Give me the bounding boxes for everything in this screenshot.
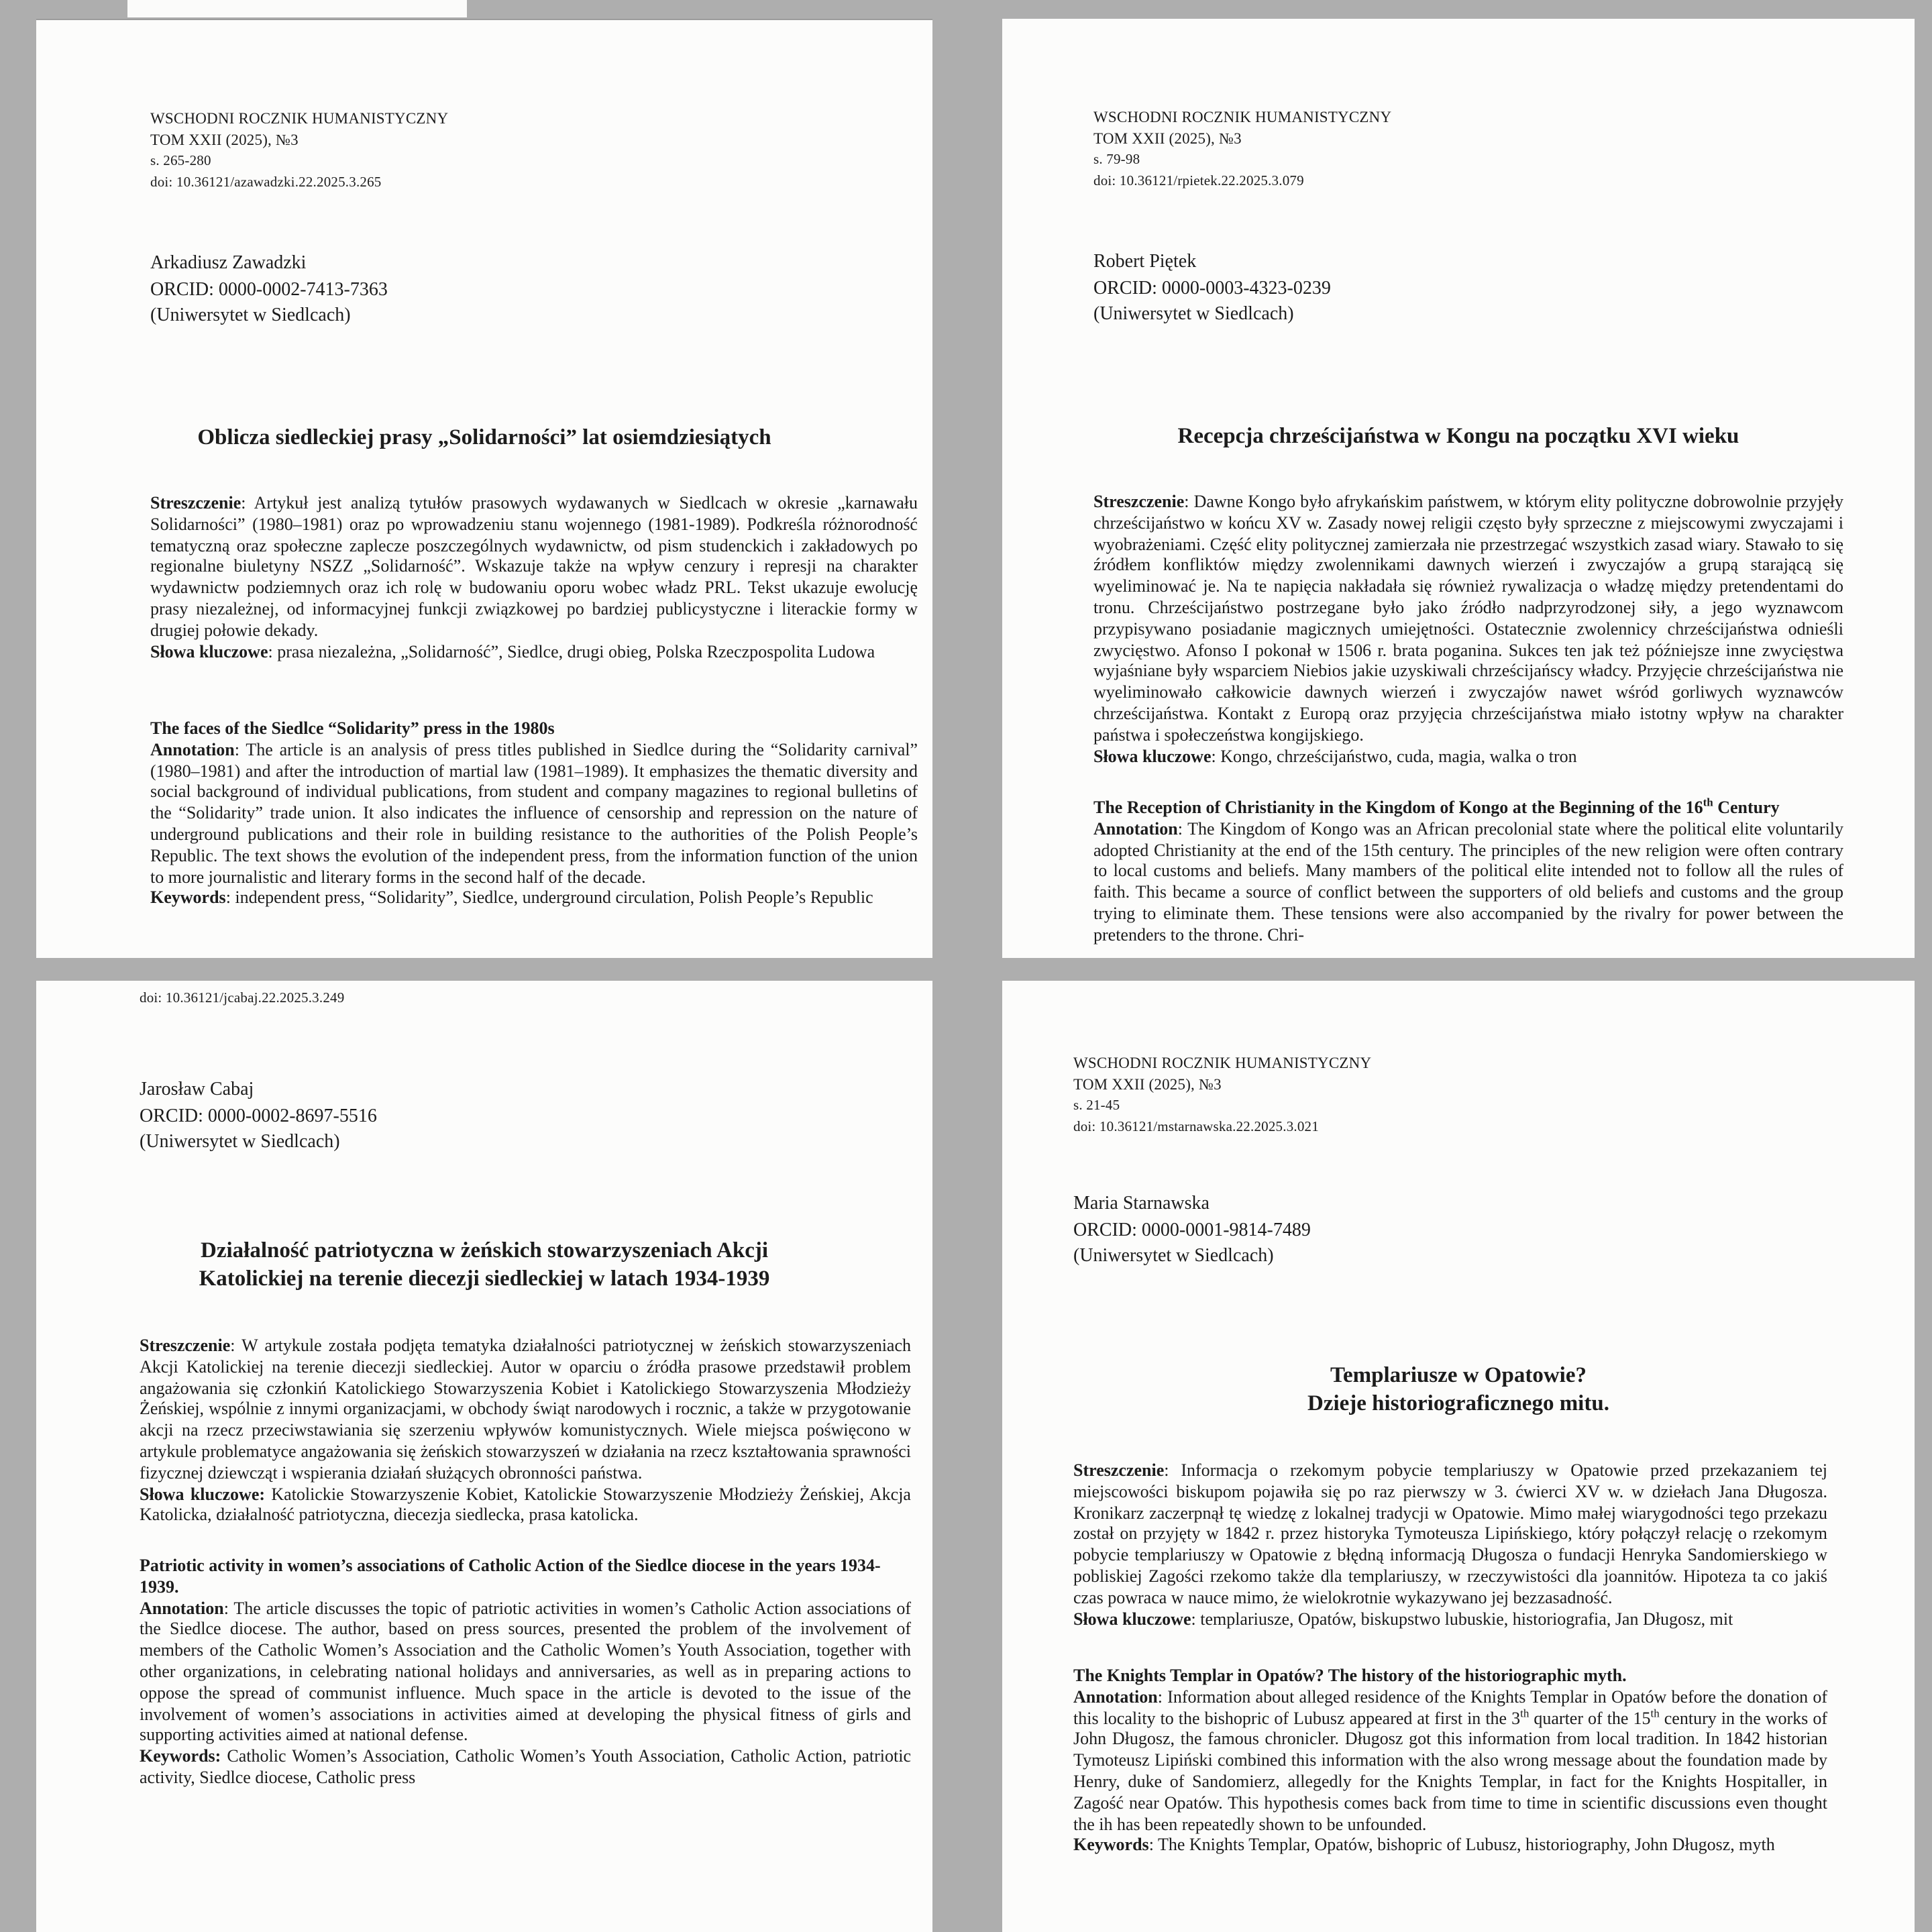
keywords-pl-text: Katolickie Stowarzyszenie Kobiet, Katolickie Stowarzyszenie Młodzieży Żeńskiej, Akcja Katolicka, działalność patriotyczna, diecezja siedlecka, prasa katolicka. <box>140 1483 911 1525</box>
keywords-pl-text: : prasa niezależna, „Solidarność”, Siedlce, drugi obieg, Polska Rzeczpospolita Ludowa <box>268 641 875 661</box>
article-title-line2: Dzieje historiograficznego mitu. <box>1307 1390 1609 1415</box>
author-block <box>140 1077 377 1156</box>
author-name: Jarosław Cabaj <box>140 1080 254 1100</box>
keywords-pl-paragraph <box>150 641 918 662</box>
keywords-en-label: Keywords <box>1073 1834 1149 1855</box>
annotation-superscript: th <box>1520 1705 1529 1719</box>
keywords-pl-label: Słowa kluczowe <box>150 641 268 661</box>
author-orcid: ORCID: 0000-0002-8697-5516 <box>140 1106 377 1126</box>
author-orcid: ORCID: 0000-0002-7413-7363 <box>150 280 388 300</box>
annotation-label: Annotation <box>150 739 235 759</box>
abstract-pl-block <box>1093 491 1843 767</box>
annotation-text: : The article is an analysis of press titles published in Siedlce during the “Solidarity carnival” (1980–1981) and after the introduction of martial law (1981–1989). It emphasizes the thematic diversity and social background of individual publications, from student and company magazines to regional bulletins of the “Solidarity” trade union. It also indicates the influence of censorship and repression on the nature of underground publications and their role in building resistance to the authorities of the Polish People’s Republic. The text shows the evolution of the independent press, from the information function of the union to more journalistic and literary forms in the second half of the decade. <box>150 739 918 887</box>
annotation-superscript-2: th <box>1650 1705 1660 1719</box>
article-page-cabaj <box>36 981 932 1932</box>
article-title-line1: Działalność patriotyczna w żeńskich stowarzyszeniach Akcji <box>201 1237 768 1263</box>
annotation-paragraph <box>140 1597 911 1746</box>
abstract-text: : Artykuł jest analizą tytułów prasowych wydawanych w Siedlcach w okresie „karnawału Solidarności” (1980–1981) oraz po wprowadzeniu stanu wojennego (1981-1989). Podkreśla różnorodność tematyczną oraz społeczne zaplecze poszczególnych wydawnictw, od pism studenckich i zakładowych po regionalne biuletyny NSZZ „Solidarność”. Wskazuje także na wpływ cenzury i represji na charakter wydawnictw podziemnych oraz ich rolę w budowaniu oporu wobec władz PRL. Tekst ukazuje ewolucję prasy niezależnej, od informacyjnej funkcji związkowej po bardziej publicystyczne i literackie formy w drugiej połowie dekady. <box>150 492 918 640</box>
abstract-label: Streszczenie <box>150 492 241 513</box>
annotation-text: : The Kingdom of Kongo was an African precolonial state where the political elite voluntarily adopted Christianity at the end of the 15th century. The principles of the new religion were often contrary to local customs and beliefs. Many mambers of the political elite intended not to follow all the rules of faith. This became a source of conflict between the supporters of old beliefs and customs and the group trying to eliminate them. These tensions <box>1093 818 1843 923</box>
journal-volume: TOM XXII (2025), №3 <box>1073 1077 1222 1093</box>
article-title: Oblicza siedleckiej prasy „Solidarności” lat osiemdziesiątych <box>197 424 771 449</box>
keywords-en-label: Keywords: <box>140 1746 221 1766</box>
author-name: Robert Piętek <box>1093 252 1197 272</box>
abstract-pl-block <box>140 1335 911 1525</box>
annotation-label: Annotation <box>1093 818 1178 839</box>
annotation-text: : Information about alleged residence of the Knights Templar in Opatów before the donation of this locality to the bishopric of Lubusz appeared at first in the 3 <box>1073 1686 1827 1728</box>
en-title <box>1093 797 1843 818</box>
keywords-pl-paragraph <box>140 1483 911 1525</box>
keywords-en-paragraph <box>150 888 918 909</box>
annotation-label: Annotation <box>140 1597 224 1618</box>
keywords-pl-label: Słowa kluczowe <box>1093 745 1212 766</box>
abstract-paragraph <box>140 1335 911 1483</box>
journal-doi: doi: 10.36121/azawadzki.22.2025.3.265 <box>150 175 382 190</box>
abstract-text: : Dawne Kongo było afrykańskim państwem, w którym elity polityczne dobrowolnie przyjęły chrześcijaństwo w końcu XV w. Zasady nowej religii często były sprzeczne z miejscowymi zwyczajami i wyobrażeniami. Część elity politycznej zamierzała nie przestrzegać wszystkich zasad wiary. Stawało to się źródłem konfliktów między zwolennikami dawnych wierzeń i zwyczajów a grupą starającą się wyeliminować je. Na te napięcia nakładała się również rywalizacja o władzę między pretendentami do tronu. Chrześcijaństwo postrzegane było jako źródło nadprzyrodzonej siły, a jego wyznawcom przypisywano posiadanie magicznych umiejętności. Ostatecznie zwolennicy chrześcijaństwa odnieśli zwycięstwo. Afonso I pokonał w 1506 r. brata poganina. Sukces ten jak też późniejsze inne zwycięstwa wyjaśniane były wsparciem Niebios jakie uzyskiwali chrześcijańscy władcy. Przyjęcie chrześcijaństwa nie wyeliminowało całkowicie dawnych wierzeń i zwyczajów nawet wśród gorliwych wyznawców chrześcijaństwa. Kontakt z Europą oraz przyjęcia chrześcijaństwa miało istotny wpływ na charakter państwa i społeczeństwa kongijskiego. <box>1093 491 1843 745</box>
annotation-clipped-line: were also accompanied by the rivalry for power between the pretenders to the throne. Chri- <box>1093 902 1843 945</box>
article-page-pietek <box>1002 19 1915 958</box>
article-title <box>90 1236 879 1292</box>
annotation-paragraph <box>1093 818 1843 946</box>
abstract-pl-block <box>150 492 918 662</box>
journal-title: WSCHODNI ROCZNIK HUMANISTYCZNY <box>1073 1056 1372 1072</box>
keywords-pl-paragraph <box>1093 745 1843 767</box>
annotation-text: : The article discusses the topic of patriotic activities in women’s Catholic Action associations of the Siedlce diocese. The author, based on press sources, presented the problem of the involvement of members of the Catholic Women’s Association and the Catholic Women’s Youth Association, together with other organizations, in celebrating national holidays and anniversaries, as well as in preparing actions to oppose the spread of communist influence. Much space in the article is devoted to the issue of the involvement of women’s associations in activities aimed at developing the physical fitness of girls and supporting activities aimed at national defense. <box>140 1597 911 1745</box>
abstract-text: : Informacja o rzekomym pobycie templariuszy w Opatowie przed przekazaniem tej miejscowości biskupom pojawiła się po raz pierwszy w 3. ćwierci XV w. w dziełach Jana Długosza. Kronikarz zaczerpnął tę wiedzę z lokalnej tradycji w Opatowie. Mimo małej wiarygodności tego przekazu został on przyjęty w 1842 r. przez historyka Tymoteusza Lipińskiego, który połączył relację o rzekomym pobycie templariuszy w Opatowie z błędną informacją Długosza o fundacji Henryka Sandomierskiego w pobliskiej Zagości rzekomo także dla templariuszy, w rzeczywistości dla joannitów. Hipoteza ta co jakiś czas powraca w nauce mimo, że wielokrotnie wykazywano jej bezzasadność. <box>1073 1460 1827 1607</box>
keywords-pl-text: : Kongo, chrześcijaństwo, cuda, magia, walka o tron <box>1211 745 1577 766</box>
keywords-pl-label: Słowa kluczowe <box>1073 1608 1191 1629</box>
abstract-label: Streszczenie <box>1093 491 1185 511</box>
author-affiliation: (Uniwersytet w Siedlcach) <box>140 1132 340 1152</box>
journal-doi: doi: 10.36121/jcabaj.22.2025.3.249 <box>140 991 345 1006</box>
annotation-text-2: quarter of the 15 <box>1529 1707 1651 1728</box>
en-title: The Knights Templar in Opatów? The history of the historiographic myth. <box>1073 1665 1627 1685</box>
article-page-starnawska <box>1002 981 1915 1932</box>
journal-doi: doi: 10.36121/rpietek.22.2025.3.079 <box>1093 174 1304 189</box>
author-affiliation: (Uniwersytet w Siedlcach) <box>1093 305 1294 325</box>
author-name: Maria Starnawska <box>1073 1194 1210 1214</box>
abstract-label: Streszczenie <box>140 1335 231 1355</box>
journal-header <box>1093 109 1391 192</box>
journal-volume: TOM XXII (2025), №3 <box>1093 131 1242 147</box>
journal-header <box>150 110 448 193</box>
annotation-en-block <box>1093 797 1843 945</box>
abstract-pl-block <box>1073 1460 1827 1629</box>
article-title <box>1042 1360 1874 1417</box>
article-title-line2: Katolickiej na terenie diecezji siedleckiej w latach 1934-1939 <box>199 1265 770 1291</box>
en-title: The faces of the Siedlce “Solidarity” press in the 1980s <box>150 718 555 738</box>
en-title-text: The Reception of Christianity in the Kingdom of Kongo at the Beginning of the 16 <box>1093 797 1703 817</box>
abstract-text: : W artykule została podjęta tematyka działalności patriotycznej w żeńskich stowarzyszeniach Akcji Katolickiej na terenie diecezji siedleckiej. Autor w oparciu o źródła prasowe przedstawił problem angażowania się członkiń Katolickiego Stowarzyszenia Kobiet i Katolickiego Stowarzyszenia Młodzieży Żeńskiej, wspólnie z innymi organizacjami, w obchody świąt narodowych i rocznic, a także w przygotowanie akcji na rzecz przeciwstawiania się szerzeniu wpływów komunistycznych. Wiele miejsca poświęcono w artykule problematyce angażowania się żeńskich stowarzyszeń w działania na rzecz kształtowania sprawności fizycznej dziewcząt i wspierania działań służących obronności państwa. <box>140 1335 911 1483</box>
abstract-paragraph <box>1093 491 1843 745</box>
en-title-superscript: th <box>1703 795 1713 809</box>
journal-doi: doi: 10.36121/mstarnawska.22.2025.3.021 <box>1073 1120 1319 1134</box>
annotation-en-block <box>140 1555 911 1788</box>
journal-header <box>140 989 344 1010</box>
keywords-en-text: Catholic Women’s Association, Catholic Women’s Youth Association, Catholic Action, patriotic activity, Siedlce diocese, Catholic press <box>140 1746 911 1787</box>
en-title-tail: Century <box>1713 797 1780 817</box>
keywords-en-text: : The Knights Templar, Opatów, bishopric of Lubusz, historiography, John Długosz, myth <box>1148 1834 1775 1855</box>
article-title: Recepcja chrześcijaństwa w Kongu na początku XVI wieku <box>1177 423 1739 448</box>
abstract-paragraph <box>1073 1460 1827 1608</box>
keywords-en-paragraph <box>1073 1835 1827 1856</box>
en-title: Patriotic activity in women’s associations of Catholic Action of the Siedlce diocese in the years 1934-1939. <box>140 1555 881 1597</box>
keywords-pl-paragraph <box>1073 1608 1827 1629</box>
keywords-en-text: : independent press, “Solidarity”, Siedlce, underground circulation, Polish People’s Republic <box>225 887 873 908</box>
annotation-paragraph <box>150 739 918 888</box>
annotation-label: Annotation <box>1073 1686 1158 1707</box>
keywords-en-label: Keywords <box>150 887 226 908</box>
abstract-paragraph <box>150 492 918 641</box>
journal-title: WSCHODNI ROCZNIK HUMANISTYCZNY <box>1093 110 1392 126</box>
journal-pages: s. 79-98 <box>1093 153 1140 168</box>
annotation-paragraph <box>1073 1686 1827 1835</box>
article-page-zawadzki <box>36 19 932 958</box>
abstract-label: Streszczenie <box>1073 1460 1165 1480</box>
journal-pages: s. 265-280 <box>150 154 211 169</box>
author-name: Arkadiusz Zawadzki <box>150 254 307 274</box>
journal-header <box>1073 1055 1371 1138</box>
article-title-line1: Templariusze w Opatowie? <box>1330 1362 1587 1387</box>
author-affiliation: (Uniwersytet w Siedlcach) <box>1073 1246 1274 1267</box>
author-block <box>150 251 388 329</box>
annotation-en-block <box>150 718 918 908</box>
author-orcid: ORCID: 0000-0003-4323-0239 <box>1093 278 1331 299</box>
previous-page-edge <box>127 0 467 17</box>
keywords-en-paragraph <box>140 1746 911 1788</box>
journal-title: WSCHODNI ROCZNIK HUMANISTYCZNY <box>150 111 449 127</box>
journal-volume: TOM XXII (2025), №3 <box>150 132 299 148</box>
annotation-en-block <box>1073 1665 1827 1856</box>
author-affiliation: (Uniwersytet w Siedlcach) <box>150 306 351 326</box>
keywords-pl-text: : templariusze, Opatów, biskupstwo lubuskie, historiografia, Jan Długosz, mit <box>1191 1608 1733 1629</box>
keywords-pl-label: Słowa kluczowe: <box>140 1483 266 1504</box>
author-orcid: ORCID: 0000-0001-9814-7489 <box>1073 1220 1311 1240</box>
author-block <box>1093 250 1331 328</box>
author-block <box>1073 1191 1311 1270</box>
annotation-text-3: century in the works of John Długosz, the famous chronicler. Długosz got this information from local tradition. In 1842 historian Tymoteusz Lipiński combined this information with the also wrong message about the foundation made by Henry, duke of Sandomierz, allegedly for the Knights Templar, in fact for the Knights Hospitaller, in Zagość near Opatów. This hypothesis comes back from time to time in scientific discussions even thought the ih has been repeatedly shown to be unfounded. <box>1073 1707 1827 1834</box>
journal-pages: s. 21-45 <box>1073 1099 1120 1114</box>
